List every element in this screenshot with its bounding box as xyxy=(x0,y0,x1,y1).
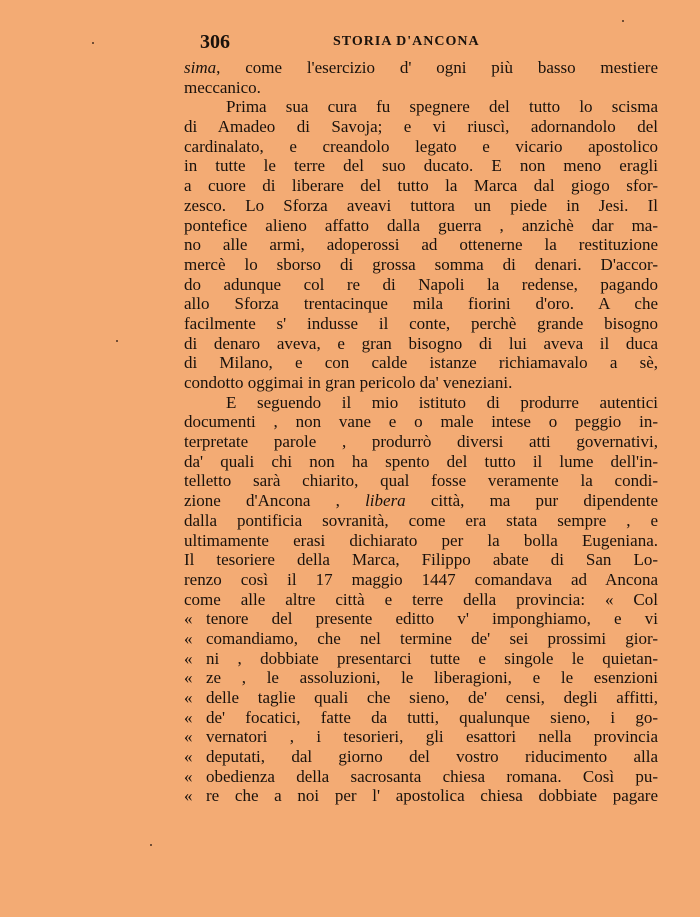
body-text xyxy=(184,58,658,806)
quote-text: ni , dobbiate presentarci tutte e singole le quietan- xyxy=(206,648,658,668)
quote-mark: « xyxy=(184,747,193,767)
text-line: ultimamente erasi dichiarato per la bolla Eugeniana. xyxy=(184,530,658,550)
text-line: dalla pontificia sovranità, come era stata sempre , e xyxy=(184,510,658,530)
text-line xyxy=(184,649,658,669)
text-line: condotto oggimai in gran pericolo da' veneziani. xyxy=(184,373,513,392)
quote-mark: « xyxy=(184,786,193,806)
text-line: di denaro aveva, e gran bisogno di lui aveva il duca xyxy=(184,333,658,353)
scan-speck xyxy=(150,844,152,846)
quote-mark: « xyxy=(184,628,193,648)
line-before: zione d'Ancona , xyxy=(184,491,366,511)
text-line: meccanico. xyxy=(184,77,261,97)
text-line: facilmente s' indusse il conte, perchè grande bisogno xyxy=(184,313,658,333)
text-line: di Milano, e con calde istanze richiamavalo a sè, xyxy=(184,353,658,373)
running-title: STORIA D'ANCONA xyxy=(333,34,480,49)
quote-text: delle taglie quali che sieno, de' censi, degli affitti, xyxy=(206,688,658,707)
quote-text: re che a noi per l' apostolica chiesa dobbiate pagare xyxy=(206,786,658,806)
text-line: no alle armi, adoperossi ad ottenerne la restituzione xyxy=(184,235,658,255)
quote-mark: « xyxy=(184,609,193,629)
scan-speck xyxy=(622,20,624,22)
quote-mark: « xyxy=(184,727,193,747)
text-line: pontefice alieno affatto dalla guerra , anzichè dar ma- xyxy=(184,215,658,235)
page-header xyxy=(0,31,700,53)
text-line xyxy=(184,727,658,747)
quote-text: tenore del presente editto v' imponghiamo, e vi xyxy=(206,609,658,629)
text-line xyxy=(184,58,658,78)
text-line: E seguendo il mio istituto di produrre autentici xyxy=(226,392,658,412)
text-line: come alle altre città e terre della provincia: « Col xyxy=(184,589,658,609)
text-line: renzo così il 17 maggio 1447 comandava ad Ancona xyxy=(184,569,658,589)
text-line: Prima sua cura fu spegnere del tutto lo scisma xyxy=(226,97,658,117)
text-line xyxy=(184,747,658,767)
page-number: 306 xyxy=(200,31,230,53)
quote-text: obedienza della sacrosanta chiesa romana. Così pu- xyxy=(206,766,658,786)
quote-text: ze , le assoluzioni, le liberagioni, e le esenzioni xyxy=(206,668,658,688)
text-line: di Amadeo di Savoja; e vi riuscì, adornandolo del xyxy=(184,117,658,137)
scan-speck xyxy=(92,42,94,44)
quote-mark: « xyxy=(184,766,193,786)
text-line xyxy=(184,491,658,511)
quote-mark: « xyxy=(184,668,193,688)
text-line: da' quali chi non ha spento del tutto il lume dell'in- xyxy=(184,451,658,471)
text-line: Il tesoriere della Marca, Filippo abate di San Lo- xyxy=(184,550,658,570)
text-line xyxy=(184,767,658,787)
text-line: do adunque col re di Napoli la redense, pagando xyxy=(184,274,658,294)
quote-text: comandiamo, che nel termine de' sei prossimi gior- xyxy=(206,628,658,648)
text-line: zesco. Lo Sforza aveavi tuttora un piede in Jesi. Il xyxy=(184,195,658,215)
text-line xyxy=(184,629,658,649)
text-line xyxy=(184,668,658,688)
quote-mark: « xyxy=(184,648,193,668)
text-line: cardinalato, e creandolo legato e vicario apostolico xyxy=(184,136,658,156)
text-line: documenti , non vane e o male intese o peggio in- xyxy=(184,412,658,432)
text-line: allo Sforza trentacinque mila fiorini d'oro. A che xyxy=(184,294,658,314)
text-line xyxy=(184,688,658,708)
line-after: città, ma pur dipendente xyxy=(405,491,658,511)
text-line: terpretate parole , produrrò diversi atti governativi, xyxy=(184,432,658,452)
italic-word: sima xyxy=(184,58,217,77)
text-line xyxy=(184,609,658,629)
text-line: mercè lo sborso di grossa somma di denari. D'accor- xyxy=(184,254,658,274)
quote-text: deputati, dal giorno del vostro riducimento alla xyxy=(206,747,658,767)
quote-text: de' focatici, fatte da tutti, qualunque sieno, i go- xyxy=(206,707,658,727)
text-line: telletto sarà chiarito, qual fosse veramente la condi- xyxy=(184,471,658,491)
line-rest: , come l'esercizio d' ogni più basso mestiere xyxy=(216,58,658,77)
text-line xyxy=(184,708,658,728)
italic-word: libera xyxy=(365,491,406,511)
text-line: a cuore di liberare del tutto la Marca dal giogo sfor- xyxy=(184,176,658,196)
scan-speck xyxy=(116,340,118,342)
quote-mark: « xyxy=(184,707,193,727)
quote-text: vernatori , i tesorieri, gli esattori nella provincia xyxy=(206,727,658,747)
text-line: in tutte le terre del suo ducato. E non meno eragli xyxy=(184,156,658,176)
quote-mark: « xyxy=(184,688,193,707)
text-line xyxy=(184,786,658,806)
